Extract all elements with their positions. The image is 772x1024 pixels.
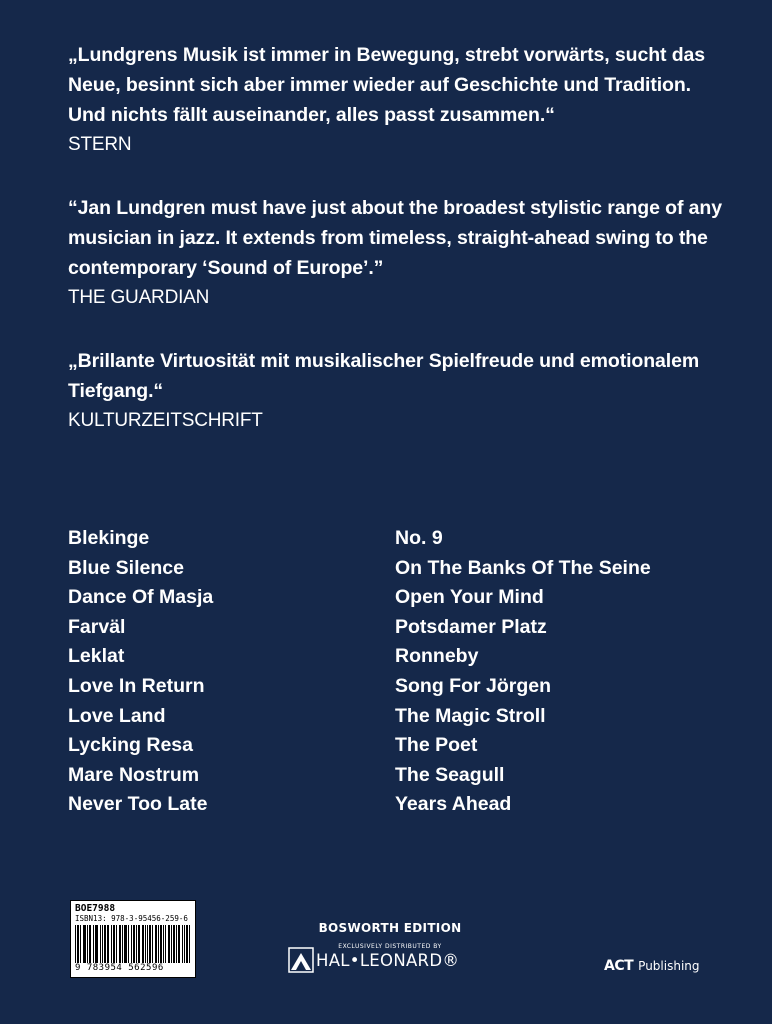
track-title: Dance Of Masja [68, 586, 214, 609]
track-column-right [395, 524, 651, 820]
barcode-bar [189, 925, 190, 963]
quote-kulturzeitschrift [68, 346, 728, 436]
quote-source: THE GUARDIAN [68, 287, 210, 308]
barcode-bar [104, 925, 105, 963]
track-title: Open Your Mind [395, 586, 544, 609]
barcode-bar [184, 925, 185, 963]
barcode-bar [168, 925, 169, 963]
barcode-bar [149, 925, 150, 963]
act-logo-text: ACT [604, 958, 634, 974]
track-title: Love Land [68, 704, 166, 727]
track-title: Ronneby [395, 645, 479, 668]
barcode-bar [93, 925, 94, 963]
track-title: Farväl [68, 615, 126, 638]
barcode-bar [126, 925, 127, 963]
barcode-bar [107, 925, 108, 963]
quote-text: “Jan Lundgren must have just about the broadest stylistic range of any musician in jazz. It extends from timeless, straight-ahead swing to the contemporary ‘Sound of Europe’.” [68, 197, 722, 279]
barcode-bar [156, 925, 157, 963]
barcode-bar [114, 925, 115, 963]
barcode-bar [165, 925, 166, 963]
hal-leonard-logo [288, 947, 459, 973]
barcode-bar [139, 925, 140, 963]
barcode-bar [96, 925, 97, 963]
quote-stern [68, 40, 728, 160]
barcode-label [70, 900, 196, 978]
barcode-bar [111, 925, 112, 963]
barcode-bar [100, 925, 101, 963]
barcode-bar [80, 925, 81, 963]
barcode-bar [113, 925, 114, 963]
track-title: Years Ahead [395, 793, 512, 816]
barcode-bar [155, 925, 156, 963]
barcode-bar [186, 925, 187, 963]
barcode-bar [119, 925, 120, 963]
barcode-bar [134, 925, 135, 963]
track-title: Potsdamer Platz [395, 615, 547, 638]
barcode-bar [87, 925, 88, 963]
act-publishing-text: Publishing [638, 959, 700, 973]
track-title: Love In Return [68, 674, 205, 697]
barcode-bar [84, 925, 85, 963]
barcode-bar [152, 925, 153, 963]
distributed-by-text: EXCLUSIVELY DISTRIBUTED BY [338, 943, 442, 950]
track-title: No. 9 [395, 527, 443, 549]
barcode-bar [173, 925, 174, 963]
track-title: The Seagull [395, 763, 505, 786]
track-title: Mare Nostrum [68, 763, 200, 786]
act-publishing-logo [604, 958, 700, 974]
bosworth-edition-block [290, 921, 490, 950]
barcode-bar [145, 925, 146, 963]
barcode-bar [108, 925, 109, 963]
barcode-bar [147, 925, 148, 963]
barcode-bar [122, 925, 123, 963]
barcode-bar [97, 925, 98, 963]
quote-guardian [68, 193, 728, 313]
track-title: Lycking Resa [68, 734, 193, 757]
barcode-bar [136, 925, 137, 963]
barcode-bar [90, 925, 91, 963]
barcode-bar [125, 925, 126, 963]
track-title: Blue Silence [68, 556, 184, 579]
quote-source: STERN [68, 134, 132, 155]
track-title: The Magic Stroll [395, 704, 546, 727]
barcode-bar [128, 925, 129, 963]
quote-text: „Brillante Virtuosität mit musikalischer Spielfreude und emotionalem Tiefgang.“ [68, 350, 700, 402]
quote-text: „Lundgrens Musik ist immer in Bewegung, strebt vorwärts, sucht das Neue, besinnt sich aber immer wieder auf Geschichte und Tradition. Und nichts fällt auseinander, alles passt zusammen.“ [68, 44, 706, 126]
barcode-bar [133, 925, 134, 963]
track-title: On The Banks Of The Seine [395, 556, 651, 579]
barcode-number: 9 783954 562596 [75, 963, 164, 973]
barcode-bar [105, 925, 106, 963]
hal-leonard-mark-icon [288, 947, 314, 973]
quote-source: KULTURZEITSCHRIFT [68, 410, 263, 431]
barcode-bar [83, 925, 84, 963]
barcode-bars [75, 925, 190, 963]
barcode-bar [131, 925, 132, 963]
barcode-bar [85, 925, 86, 963]
track-title: Leklat [68, 645, 125, 668]
press-quotes [68, 40, 728, 469]
barcode-bar [171, 925, 172, 963]
barcode-bar [160, 925, 161, 963]
barcode-bar [150, 925, 151, 963]
barcode-bar [158, 925, 159, 963]
track-title: Blekinge [68, 527, 150, 549]
barcode-bar [120, 925, 121, 963]
track-title: Never Too Late [68, 793, 208, 816]
barcode-bar [116, 925, 117, 963]
barcode-bar [179, 925, 180, 963]
barcode-bar [143, 925, 144, 963]
barcode-bar [124, 925, 125, 963]
barcode-bar [169, 925, 170, 963]
track-title: Song For Jörgen [395, 674, 551, 697]
barcode-bar [176, 925, 177, 963]
barcode-bar [95, 925, 96, 963]
barcode-bar [89, 925, 90, 963]
barcode-bar [178, 925, 179, 963]
barcode-bar [102, 925, 103, 963]
barcode-bar [75, 925, 76, 963]
barcode-bar [182, 925, 183, 963]
track-title: The Poet [395, 734, 478, 757]
barcode-bar [161, 925, 162, 963]
barcode-bar [142, 925, 143, 963]
barcode-bar [163, 925, 164, 963]
barcode-bar [78, 925, 79, 963]
barcode-bar [77, 925, 78, 963]
barcode-bar [174, 925, 175, 963]
barcode-bar [138, 925, 139, 963]
catalog-code: BOE7988 [75, 903, 116, 914]
hal-leonard-text: HAL•LEONARD® [316, 950, 460, 970]
track-column-left [68, 524, 213, 820]
barcode-bar [187, 925, 188, 963]
isbn-text: ISBN13: 978-3-95456-259-6 [75, 914, 188, 923]
bosworth-edition-title: BOSWORTH EDITION [318, 921, 462, 935]
